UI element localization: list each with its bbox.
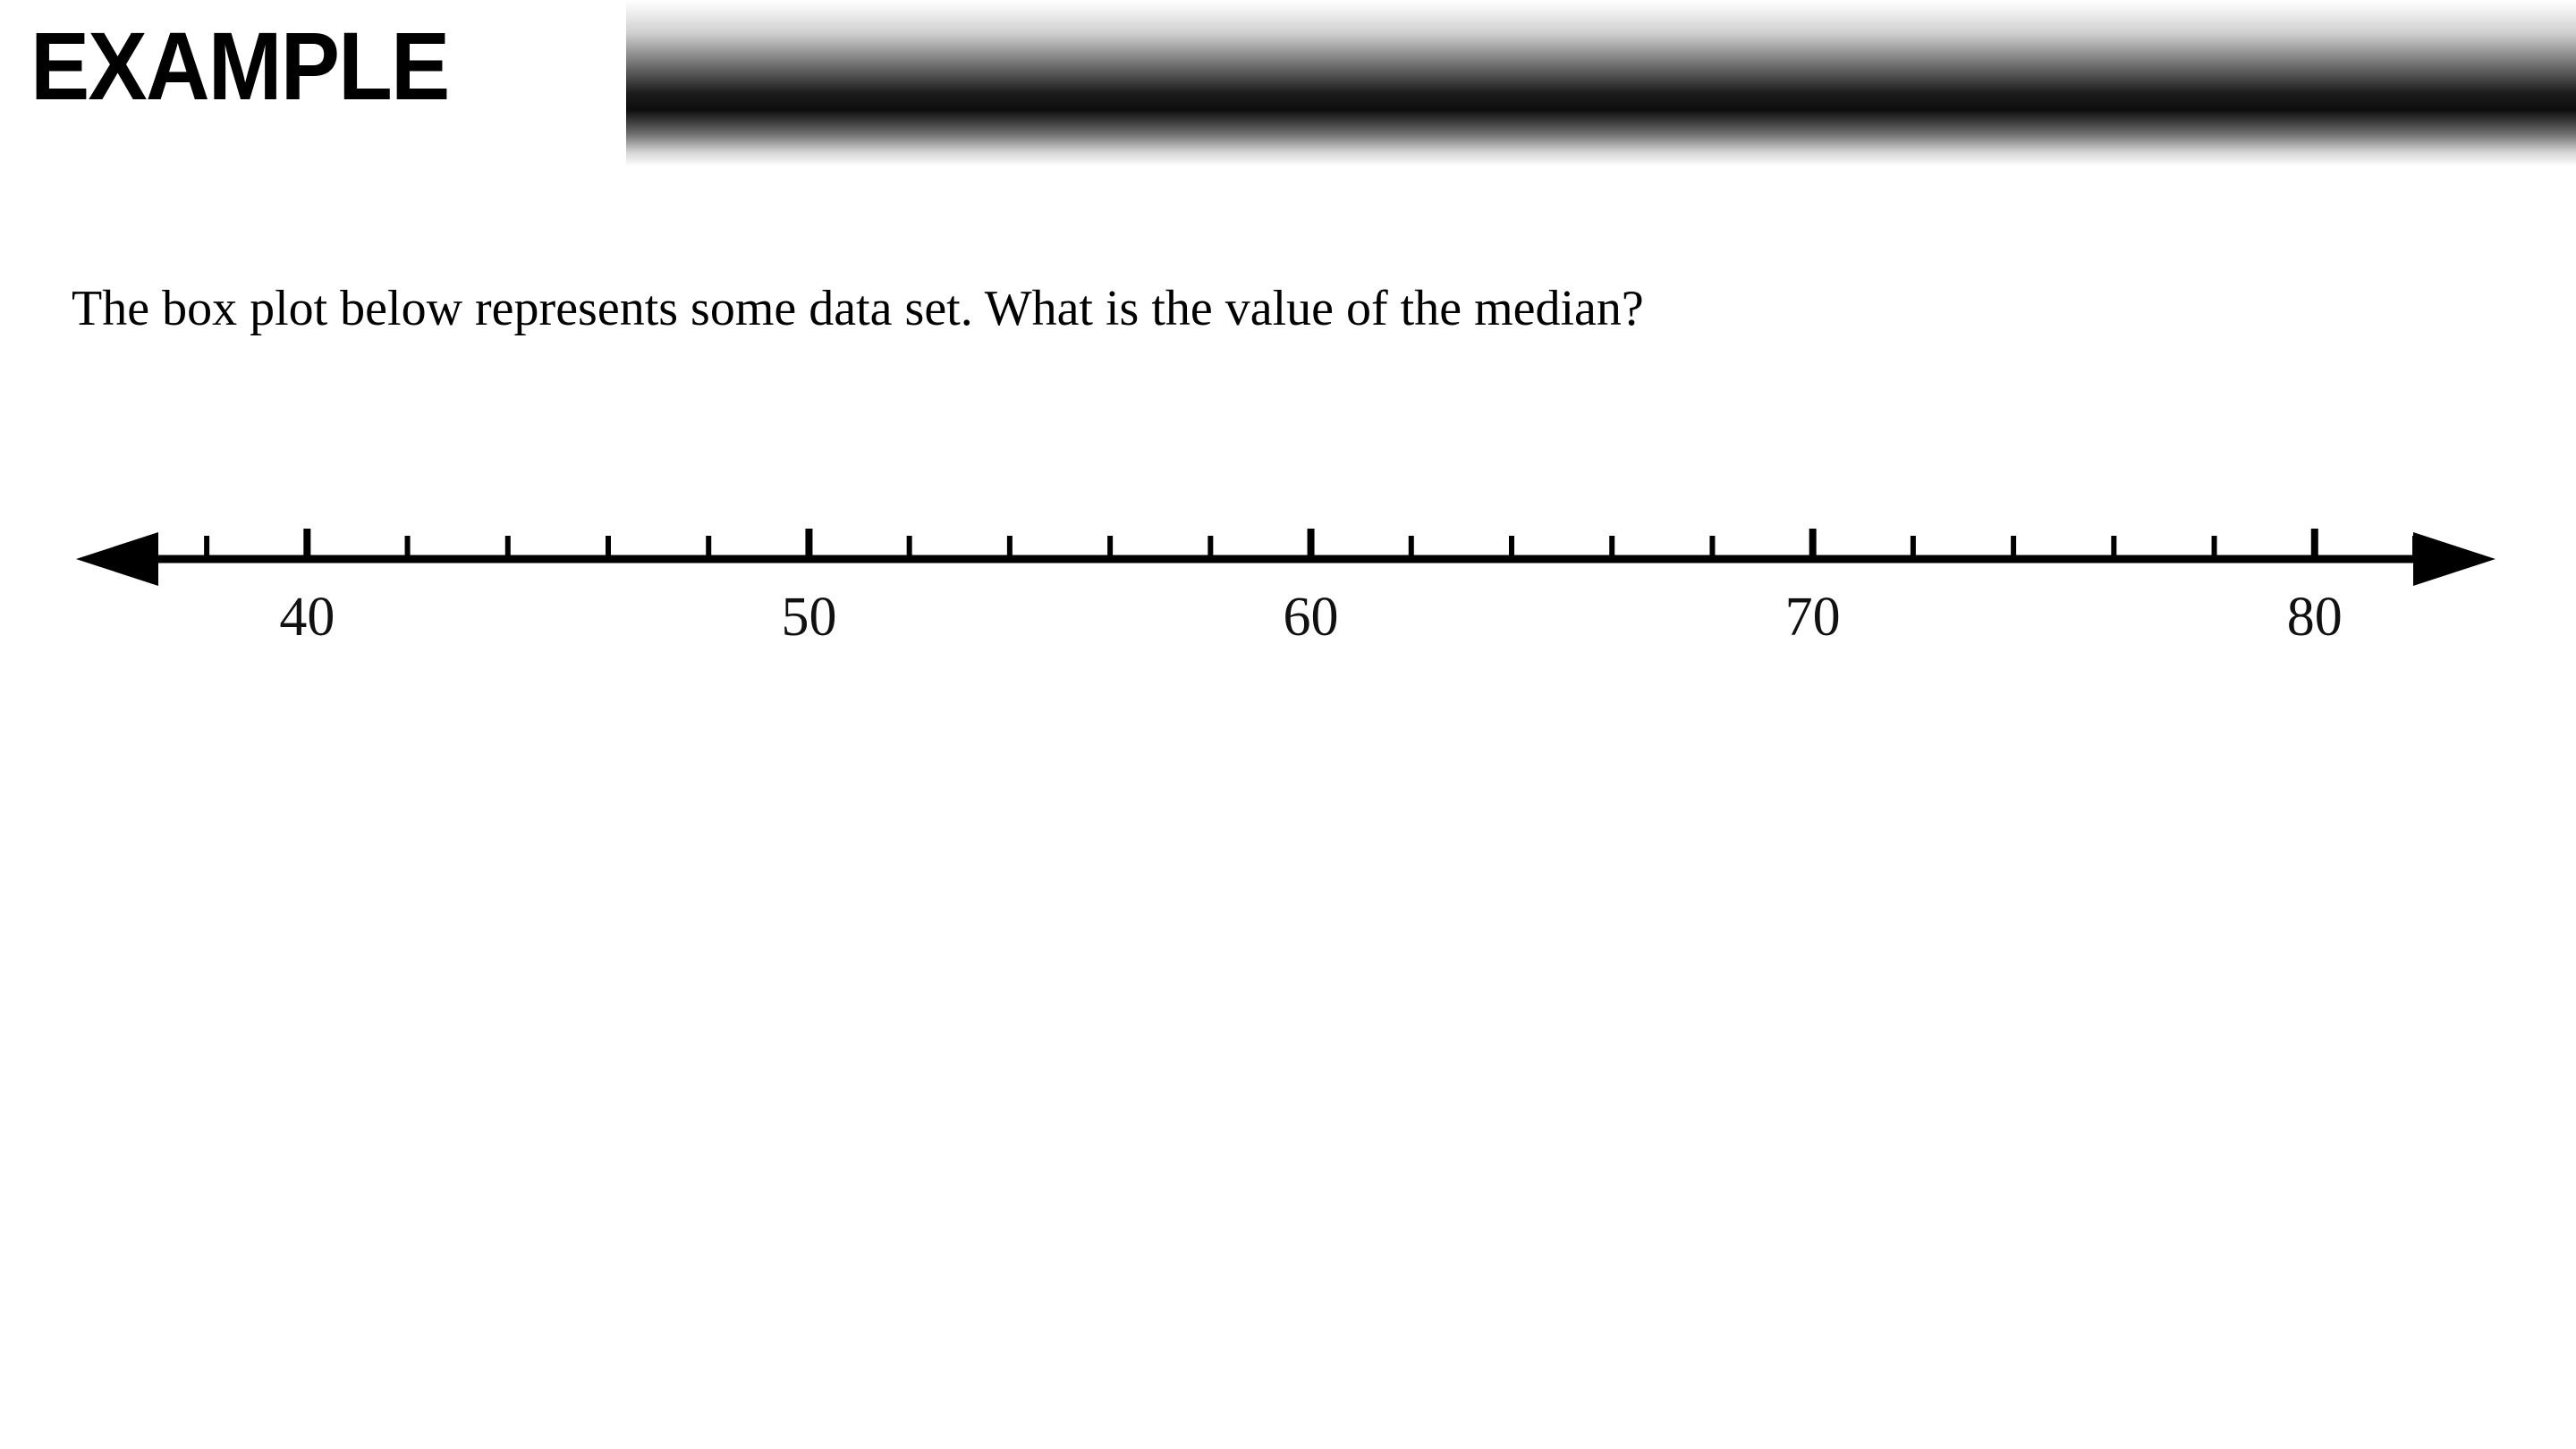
box-plot-figure: [0, 429, 2576, 1091]
page-title: EXAMPLE: [30, 12, 449, 120]
question-text: The box plot below represents some data set. What is the value of the median?: [72, 281, 1644, 336]
box-plot-svg: [0, 429, 2576, 1091]
axis-tick-label: 80: [2286, 587, 2343, 648]
axis-arrow-left: [76, 532, 158, 586]
axis-arrow-right: [2413, 532, 2496, 586]
axis-tick-label: 50: [781, 587, 837, 648]
axis-tick-labels: [279, 587, 2342, 648]
axis-tick-label: 70: [1784, 587, 1841, 648]
axis-tick-label: 40: [279, 587, 335, 648]
axis-tick-label: 60: [1283, 587, 1339, 648]
number-line-axis: [76, 529, 2496, 586]
